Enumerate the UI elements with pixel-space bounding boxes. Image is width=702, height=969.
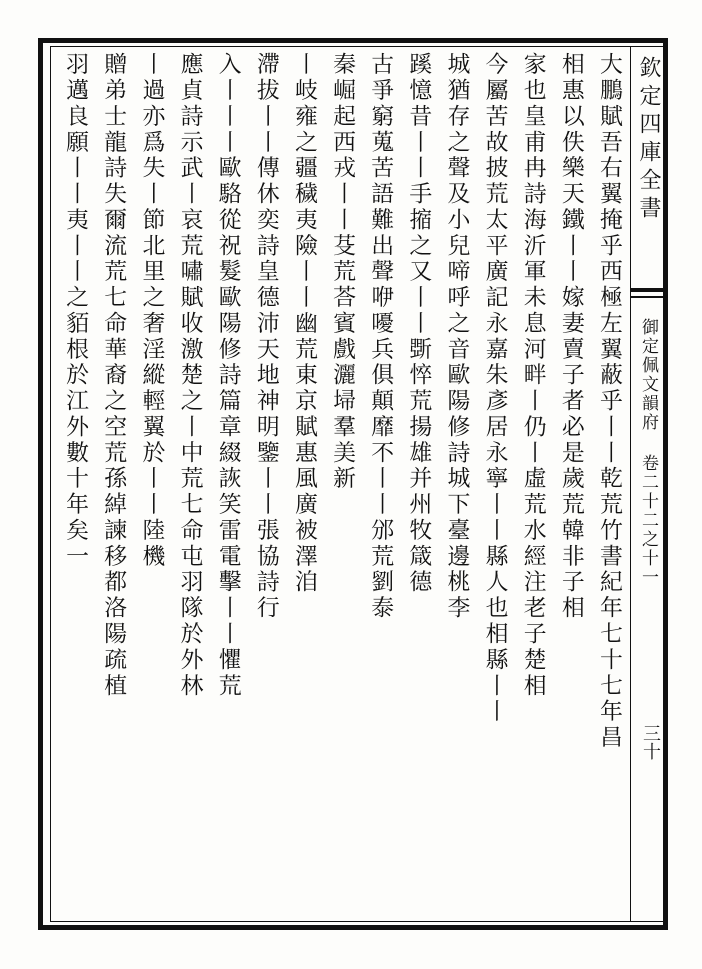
- text-column-13: 丨過亦爲失丨節北里之奢淫縱輕翼於丨丨陸機: [138, 52, 165, 570]
- text-column-12: 應貞詩示武丨哀荒嘯賦收激楚之丨中荒七命屯羽隊於外林: [176, 52, 203, 699]
- text-column-8: 秦崛起西戎丨丨芟荒荅賓戲灑埽羣美新: [329, 52, 356, 492]
- text-column-14: 贈弟士龍詩失爾流荒七命華裔之空荒孫綽諫移都洛陽疏植: [100, 52, 127, 699]
- text-column-6: 蹊憶昔丨丨手摍之又丨丨斲悴荒揚雄并州牧箴德: [405, 52, 432, 596]
- fishtail-mark: [630, 288, 664, 292]
- text-column-5: 城猶存之聲及小兒啼呼之音歐陽修詩城下臺邊桃李: [443, 52, 470, 622]
- text-column-15: 羽邁良願丨丨夷丨丨之貊根於江外數十年矣一: [62, 52, 89, 570]
- text-column-7: 古爭窮蒐苦語難出聲咿嚘兵俱顛靡不丨丨邠荒劉泰: [367, 52, 394, 622]
- text-column-10: 滯拔丨丨傳休奕詩皇德沛天地神明鑒丨丨張協詩行: [252, 52, 279, 622]
- text-column-2: 相惠以佚樂天鐵丨丨嫁妻賣子者必是歲荒韓非子相: [557, 52, 584, 622]
- text-column-11: 入丨丨丨歐駱從祝髮歐陽修詩篇章綴詼笑雷電擊丨丨懼荒: [214, 52, 241, 699]
- text-column-4: 今屬苦故披荒太平廣記永嘉朱彥居永寧丨丨縣人也相縣丨丨: [481, 52, 508, 725]
- text-column-9: 丨岐雍之疆穢夷險丨丨幽荒東京賦惠風廣被澤洎: [290, 52, 317, 596]
- volume-label: 御定佩文韻府 卷二十二之十一: [638, 318, 658, 587]
- library-title: 欽定四庫全書: [636, 56, 661, 224]
- text-column-1: 大鵬賦吾右翼掩乎西極左翼蔽乎丨丨乾荒竹書紀年七十七年昌: [595, 52, 622, 751]
- text-column-3: 家也皇甫冉詩海沂軍未息河畔丨仍丨虛荒水經注老子楚相: [519, 52, 546, 699]
- fishtail-line: [630, 296, 664, 298]
- folio-number: 三十: [640, 724, 661, 760]
